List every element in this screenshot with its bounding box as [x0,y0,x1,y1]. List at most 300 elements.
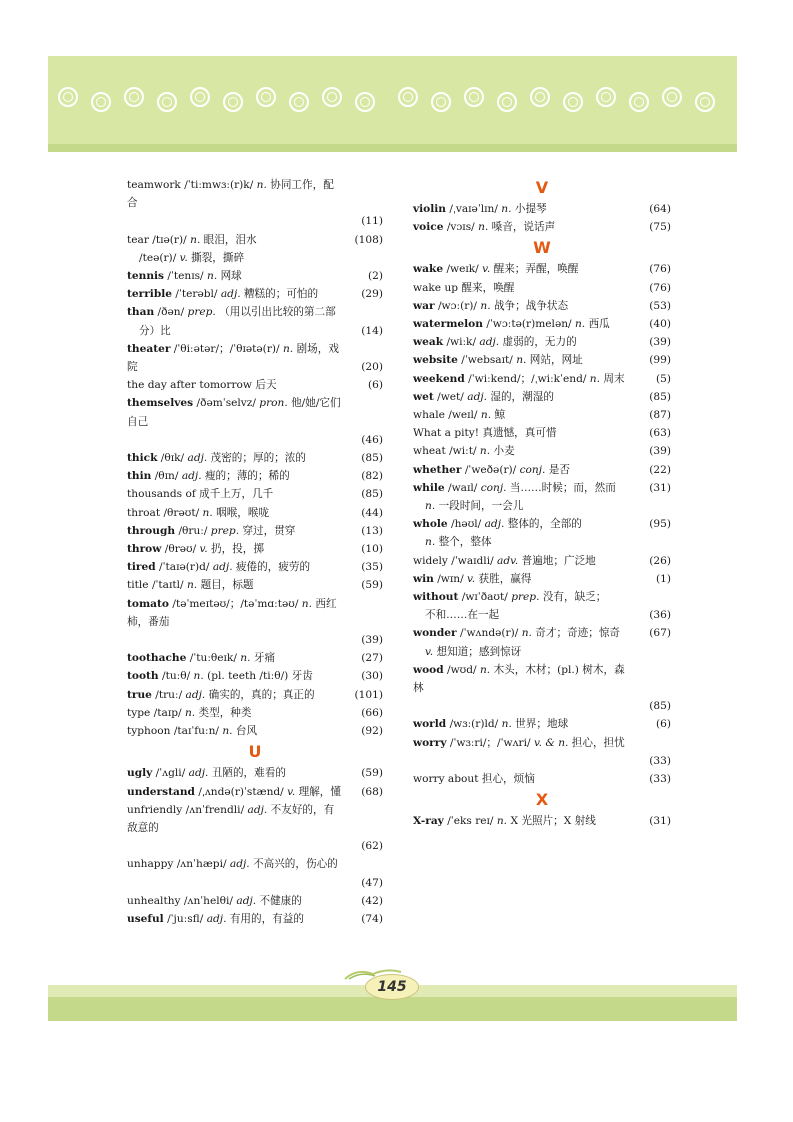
phonetic: /taɪˈfuːn/ [173,725,219,738]
headword: themselves [127,397,194,410]
part-of-speech: adj. [206,912,227,925]
phonetic: /ðən/ [157,306,185,319]
glossary-entry [413,552,671,570]
headword: watermelon [413,318,483,331]
headword: title [127,579,149,592]
definition: 一段时间，一会儿 [438,500,524,513]
circle-ornament-icon [695,92,715,112]
headword: tennis [127,270,165,283]
phonetic: /ˈeks reɪ/ [447,815,494,828]
glossary-entry [127,449,383,467]
glossary-entry [127,267,383,285]
definition: 担心，担忧 [571,736,625,749]
phonetic: /ˈterəbl/ [175,288,218,301]
phonetic: /ˈtaɪtl/ [151,579,184,592]
headword: war [413,299,435,312]
headword: tooth [127,670,159,683]
glossary-entry [413,218,671,236]
headword: thick [127,452,158,465]
circle-ornament-icon [464,87,484,107]
part-of-speech: n. [480,299,491,312]
definition: 扔，投，掷 [211,543,264,556]
phonetic: /wɜː(r)ld/ [449,718,499,731]
glossary-entry [413,351,671,369]
glossary-column-left [127,176,383,928]
definition: （用以引出比较的第二部 [219,306,336,319]
section-letter: U [248,742,262,762]
definition: 不和……在一起 [425,609,500,622]
unit-reference: (67) [649,627,671,640]
part-of-speech: n. [501,718,512,731]
unit-reference: (31) [649,815,671,828]
unit-reference: (95) [649,518,671,531]
definition: 当……时候；而，然而 [509,481,616,494]
glossary-entry [127,855,383,873]
unit-reference: (31) [649,481,671,494]
phonetic: /təˈmeɪtəʊ/；/təˈmɑːtəʊ/ [172,597,299,610]
headword: the day after tomorrow [127,379,252,392]
part-of-speech: n. [193,670,204,683]
definition: 奇才；奇迹；惊奇 [535,627,621,640]
unit-reference: (33) [649,773,671,786]
definition: 战争；战争状态 [493,299,569,312]
phonetic: /wʊd/ [447,663,477,676]
glossary-entry [413,770,671,788]
definition: 小提琴 [514,203,547,215]
headword: whale [413,409,445,422]
headword: wheat [413,445,446,458]
part-of-speech: adj. [212,561,233,574]
unit-reference: (11) [361,215,383,228]
part-of-speech: v. [287,785,296,798]
phonetic: /truː/ [155,688,183,701]
phonetic: /ˈʌgli/ [155,767,186,780]
definition: 整个，整体 [438,536,492,549]
part-of-speech: n. [222,725,233,738]
unit-reference: (44) [361,506,383,519]
definition: 没有，缺乏； [542,591,607,604]
part-of-speech: prep. [187,306,216,319]
glossary-entry [127,467,383,485]
glossary-entry [127,176,383,212]
unit-reference: (26) [649,554,671,567]
entry-continuation [413,606,671,624]
part-of-speech: v. [467,572,476,585]
glossary-entry [413,570,671,588]
circle-ornament-icon [289,92,309,112]
phonetic: /ˈwebsaɪt/ [461,354,513,367]
glossary-entry [413,200,671,218]
headword: What a pity! [413,427,480,440]
phonetic: /wiːt/ [449,445,477,458]
circle-ornament-icon [124,87,144,107]
headword: whole [413,518,448,531]
part-of-speech: n. [425,500,436,513]
definition: 担心，烦恼 [481,773,535,786]
part-of-speech: n. [184,706,196,719]
circle-ornament-icon [91,92,111,112]
headword: through [127,524,176,537]
glossary-entry [127,595,383,631]
part-of-speech: prep. [210,524,240,537]
section-letter: V [535,178,549,197]
unit-reference: (53) [649,299,671,312]
circle-ornament-icon [497,92,517,112]
unit-reference: (82) [361,470,383,483]
headword: wet [413,390,434,403]
headword: voice [413,221,444,234]
unit-reference: (66) [361,706,383,719]
phonetic: /ʌnˈhelθi/ [183,894,233,907]
part-of-speech: adj. [247,803,268,816]
phonetic: /waɪl/ [448,481,478,494]
definition: 成千上万，几千 [199,488,274,501]
circle-ornament-icon [563,92,583,112]
definition: 网站，网址 [529,354,583,367]
entry-continuation [413,643,671,661]
headword: typhoon [127,725,171,738]
unit-reference: (64) [649,203,671,215]
definition: 嗓音，说话声 [491,221,556,234]
definition: 醒来，唤醒 [461,281,515,294]
phonetic: /wet/ [437,390,464,403]
glossary-entry [127,540,383,558]
headword: tired [127,561,156,574]
headword: ugly [127,767,153,780]
phonetic: /ˈθiːətər/；/ˈθɪətə(r)/ [173,342,280,355]
unit-reference: (30) [361,670,383,683]
part-of-speech: n. [589,372,600,385]
headword: wood [413,663,444,676]
phonetic: /θruː/ [178,524,208,537]
definition: (pl. teeth /tiːθ/) 牙齿 [207,670,313,683]
unit-reference: (33) [649,754,671,767]
definition: 有用的，有益的 [229,912,304,925]
glossary-entry [127,892,383,910]
definition: 后天 [255,379,277,392]
page-number: 145 [365,974,419,1000]
unit-reference: (13) [361,524,383,537]
phonetic: /ʌnˈhæpi/ [176,858,227,871]
phonetic: /θrəʊ/ [164,543,197,556]
phonetic: /wiːk/ [446,336,477,349]
unit-reference: (36) [649,609,671,622]
glossary-entry [413,442,671,460]
phonetic: /ðəmˈselvz/ [196,397,256,410]
definition: 虚弱的，无力的 [502,336,577,349]
glossary-entry [413,461,671,479]
phonetic: /ˌvaɪəˈlɪn/ [449,203,498,215]
circle-ornament-icon [629,92,649,112]
header-banner-strip [48,144,737,152]
glossary-entry [413,515,671,533]
unit-reference: (76) [649,263,671,276]
glossary-entry [413,479,671,497]
definition: 整体的，全部的 [507,518,582,531]
part-of-speech: v. [199,543,208,556]
headword: understand [127,785,195,798]
part-of-speech: n. [479,445,491,458]
definition: 分）比 [139,324,171,337]
unit-reference: (42) [361,894,383,907]
part-of-speech: n. [496,815,508,828]
part-of-speech: n. [202,506,213,519]
phonetic: /wɪˈðaʊt/ [461,591,508,604]
section-letter: W [533,238,551,258]
definition: 疲倦的，疲劳的 [235,561,311,574]
definition: 不健康的 [259,894,302,907]
part-of-speech: n. [301,597,312,610]
glossary-entry [127,303,383,321]
headword: type [127,706,151,719]
glossary-entry [413,260,671,278]
part-of-speech: v. [179,251,188,264]
circle-ornament-icon [431,92,451,112]
definition: 真遗憾，真可惜 [482,427,557,440]
part-of-speech: n. [574,318,586,331]
unit-reference: (1) [655,572,671,585]
unit-reference: (10) [361,543,383,556]
definition: 醒来；弄醒，唤醒 [493,263,579,276]
glossary-entry [127,376,383,394]
headword: wake up [413,281,459,294]
part-of-speech: n. [478,221,489,234]
unit-reference: (6) [367,379,383,392]
glossary-entry [127,910,383,928]
glossary-entry [127,576,383,594]
glossary-entry [413,406,671,424]
glossary-entry [413,315,671,333]
definition: 西红柿，番茄 [127,597,337,628]
unit-reference: (29) [361,288,383,301]
headword: unfriendly [127,803,183,816]
definition: 世界；地球 [515,718,569,731]
phonetic: /ˈwɜːri/；/ˈwʌri/ [449,736,531,749]
glossary-entry [413,624,671,642]
part-of-speech: adj. [479,336,500,349]
glossary-entry [127,722,383,740]
definition: 西瓜 [588,318,610,331]
part-of-speech: prep. [511,591,540,604]
definition: 想知道；感到惊讶 [436,645,522,658]
part-of-speech: pron. [259,397,288,410]
unit-reference: (5) [655,372,671,385]
unit-reference: (59) [361,767,383,780]
part-of-speech: conj. [480,481,507,494]
part-of-speech: adv. [497,554,519,567]
unit-reference: (85) [649,390,671,403]
part-of-speech: n. [186,579,198,592]
headword: thin [127,470,152,483]
circle-ornament-icon [157,92,177,112]
glossary-entry [413,388,671,406]
phonetic: /həʊl/ [451,518,482,531]
phonetic: /wɔː(r)/ [437,299,477,312]
unit-reference: (35) [361,561,383,574]
glossary-entry [127,801,383,837]
definition: 湿的，潮湿的 [490,390,554,403]
headword: while [413,481,445,494]
definition: 台风 [235,725,258,738]
definition: 普遍地；广泛地 [521,554,596,567]
phonetic: /ˈtiːmwɜː(r)k/ [184,179,254,191]
definition: 类型，种类 [198,706,252,719]
circle-ornament-icon [256,87,276,107]
glossary-entry [127,704,383,722]
definition: 是否 [548,463,570,476]
definition: 周末 [603,372,625,385]
glossary-column-right [413,176,671,831]
part-of-speech: n. [480,409,492,422]
definition: 不高兴的，伤心的 [253,858,338,871]
unit-reference: (46) [361,433,383,446]
phonetic: /ˌʌndə(r)ˈstænd/ [198,785,284,798]
definition: 木头，木材；(pl.) 树木，森林 [413,663,625,695]
definition: 瘦的；薄的；稀的 [204,470,290,483]
unit-reference: (63) [649,427,671,440]
glossary-entry [413,715,671,733]
unit-reference: (20) [361,361,383,374]
glossary-entry [127,340,383,376]
unit-reference: (92) [361,725,383,738]
circle-ornament-icon [530,87,550,107]
part-of-speech: n. [425,536,436,549]
unit-reference: (62) [361,840,383,853]
definition: 咽喉，喉咙 [216,506,270,519]
part-of-speech: adj. [236,894,257,907]
part-of-speech: n. [501,203,512,215]
unit-reference: (39) [361,634,383,647]
unit-reference: (87) [649,409,671,422]
unit-reference: (14) [361,324,383,337]
circle-ornament-icon [596,87,616,107]
phonetic: /weɪk/ [446,263,479,276]
definition: X 光照片；X 射线 [510,815,596,828]
headword: throat [127,506,161,519]
headword: toothache [127,652,187,665]
glossary-entry [127,504,383,522]
part-of-speech: adj. [188,767,209,780]
headword: weak [413,336,444,349]
definition: 小麦 [493,445,515,458]
unit-reference: (74) [361,912,383,925]
headword: throw [127,543,162,556]
headword: terrible [127,288,172,301]
glossary-entry [127,522,383,540]
part-of-speech: n. [282,342,294,355]
phonetic: /θɪn/ [154,470,179,483]
unit-reference: (47) [361,876,383,889]
definition: 撕裂，撕碎 [191,251,245,264]
definition: 茂密的；厚的；浓的 [210,452,306,465]
headword: teamwork [127,179,181,191]
glossary-entry [127,231,383,249]
headword: violin [413,203,446,215]
headword: theater [127,342,171,355]
glossary-entry [127,649,383,667]
entry-continuation [127,322,383,340]
part-of-speech: n. [240,652,251,665]
headword: useful [127,912,164,925]
unit-reference: (101) [354,688,383,701]
part-of-speech: adj. [229,858,250,871]
definition: 剧场，戏院 [127,342,339,374]
glossary-entry [413,297,671,315]
glossary-entry [127,394,383,430]
definition: 理解，懂 [298,785,341,798]
unit-reference: (59) [361,579,383,592]
unit-reference: (99) [649,354,671,367]
glossary-entry [413,588,671,606]
definition: 不友好的，有敌意的 [127,803,335,834]
unit-reference: (40) [649,318,671,331]
part-of-speech: adj. [220,288,241,301]
glossary-entry [413,661,671,697]
circle-ornament-icon [322,87,342,107]
phonetic: /wɪn/ [437,572,464,585]
phonetic: /ˈweðə(r)/ [464,463,517,476]
phonetic: /ˈwʌndə(r)/ [460,627,519,640]
glossary-entry [127,285,383,303]
glossary-entry [127,558,383,576]
headword: widely [413,554,448,567]
unit-reference: (85) [361,452,383,465]
glossary-entry [127,783,383,801]
headword: tear [127,233,149,246]
glossary-entry [413,279,671,297]
decorative-circles [58,87,728,115]
glossary-entry [127,686,383,704]
phonetic: /θɪk/ [160,452,185,465]
definition: 丑陋的，难看的 [211,767,286,780]
headword: than [127,306,155,319]
phonetic: /ˈtuːθeɪk/ [189,652,237,665]
headword: wake [413,263,444,276]
definition: 他/她/它们自己 [127,397,341,428]
unit-reference: (76) [649,281,671,294]
headword: world [413,718,447,731]
headword: weekend [413,372,465,385]
part-of-speech: n. [521,627,532,640]
definition: 牙痛 [253,652,276,665]
definition: 确实的，真的；真正的 [208,688,315,701]
headword: unhappy [127,858,174,871]
phonetic: /ˈjuːsfl/ [167,912,204,925]
glossary-entry [413,370,671,388]
phonetic: /ˈtenɪs/ [167,270,204,283]
headword: worry [413,736,447,749]
headword: without [413,591,459,604]
part-of-speech: adj. [181,470,202,483]
phonetic: /ˈwaɪdli/ [451,554,494,567]
glossary-entry [413,333,671,351]
headword: thousands of [127,488,196,501]
headword: X-ray [413,815,444,828]
phonetic: /taɪp/ [153,706,182,719]
phonetic: /ˈwiːkend/；/ˌwiːkˈend/ [468,372,587,385]
headword: unhealthy [127,894,181,907]
headword: tomato [127,597,169,610]
part-of-speech: n. [479,663,491,676]
part-of-speech: n. [516,354,527,367]
circle-ornament-icon [398,87,418,107]
headword: wonder [413,627,457,640]
definition: 眼泪，泪水 [203,233,257,246]
definition: 题目，标题 [200,579,254,592]
headword: whether [413,463,462,476]
definition: 获胜，赢得 [478,572,532,585]
phonetic: /tɪə(r)/ [152,233,187,246]
